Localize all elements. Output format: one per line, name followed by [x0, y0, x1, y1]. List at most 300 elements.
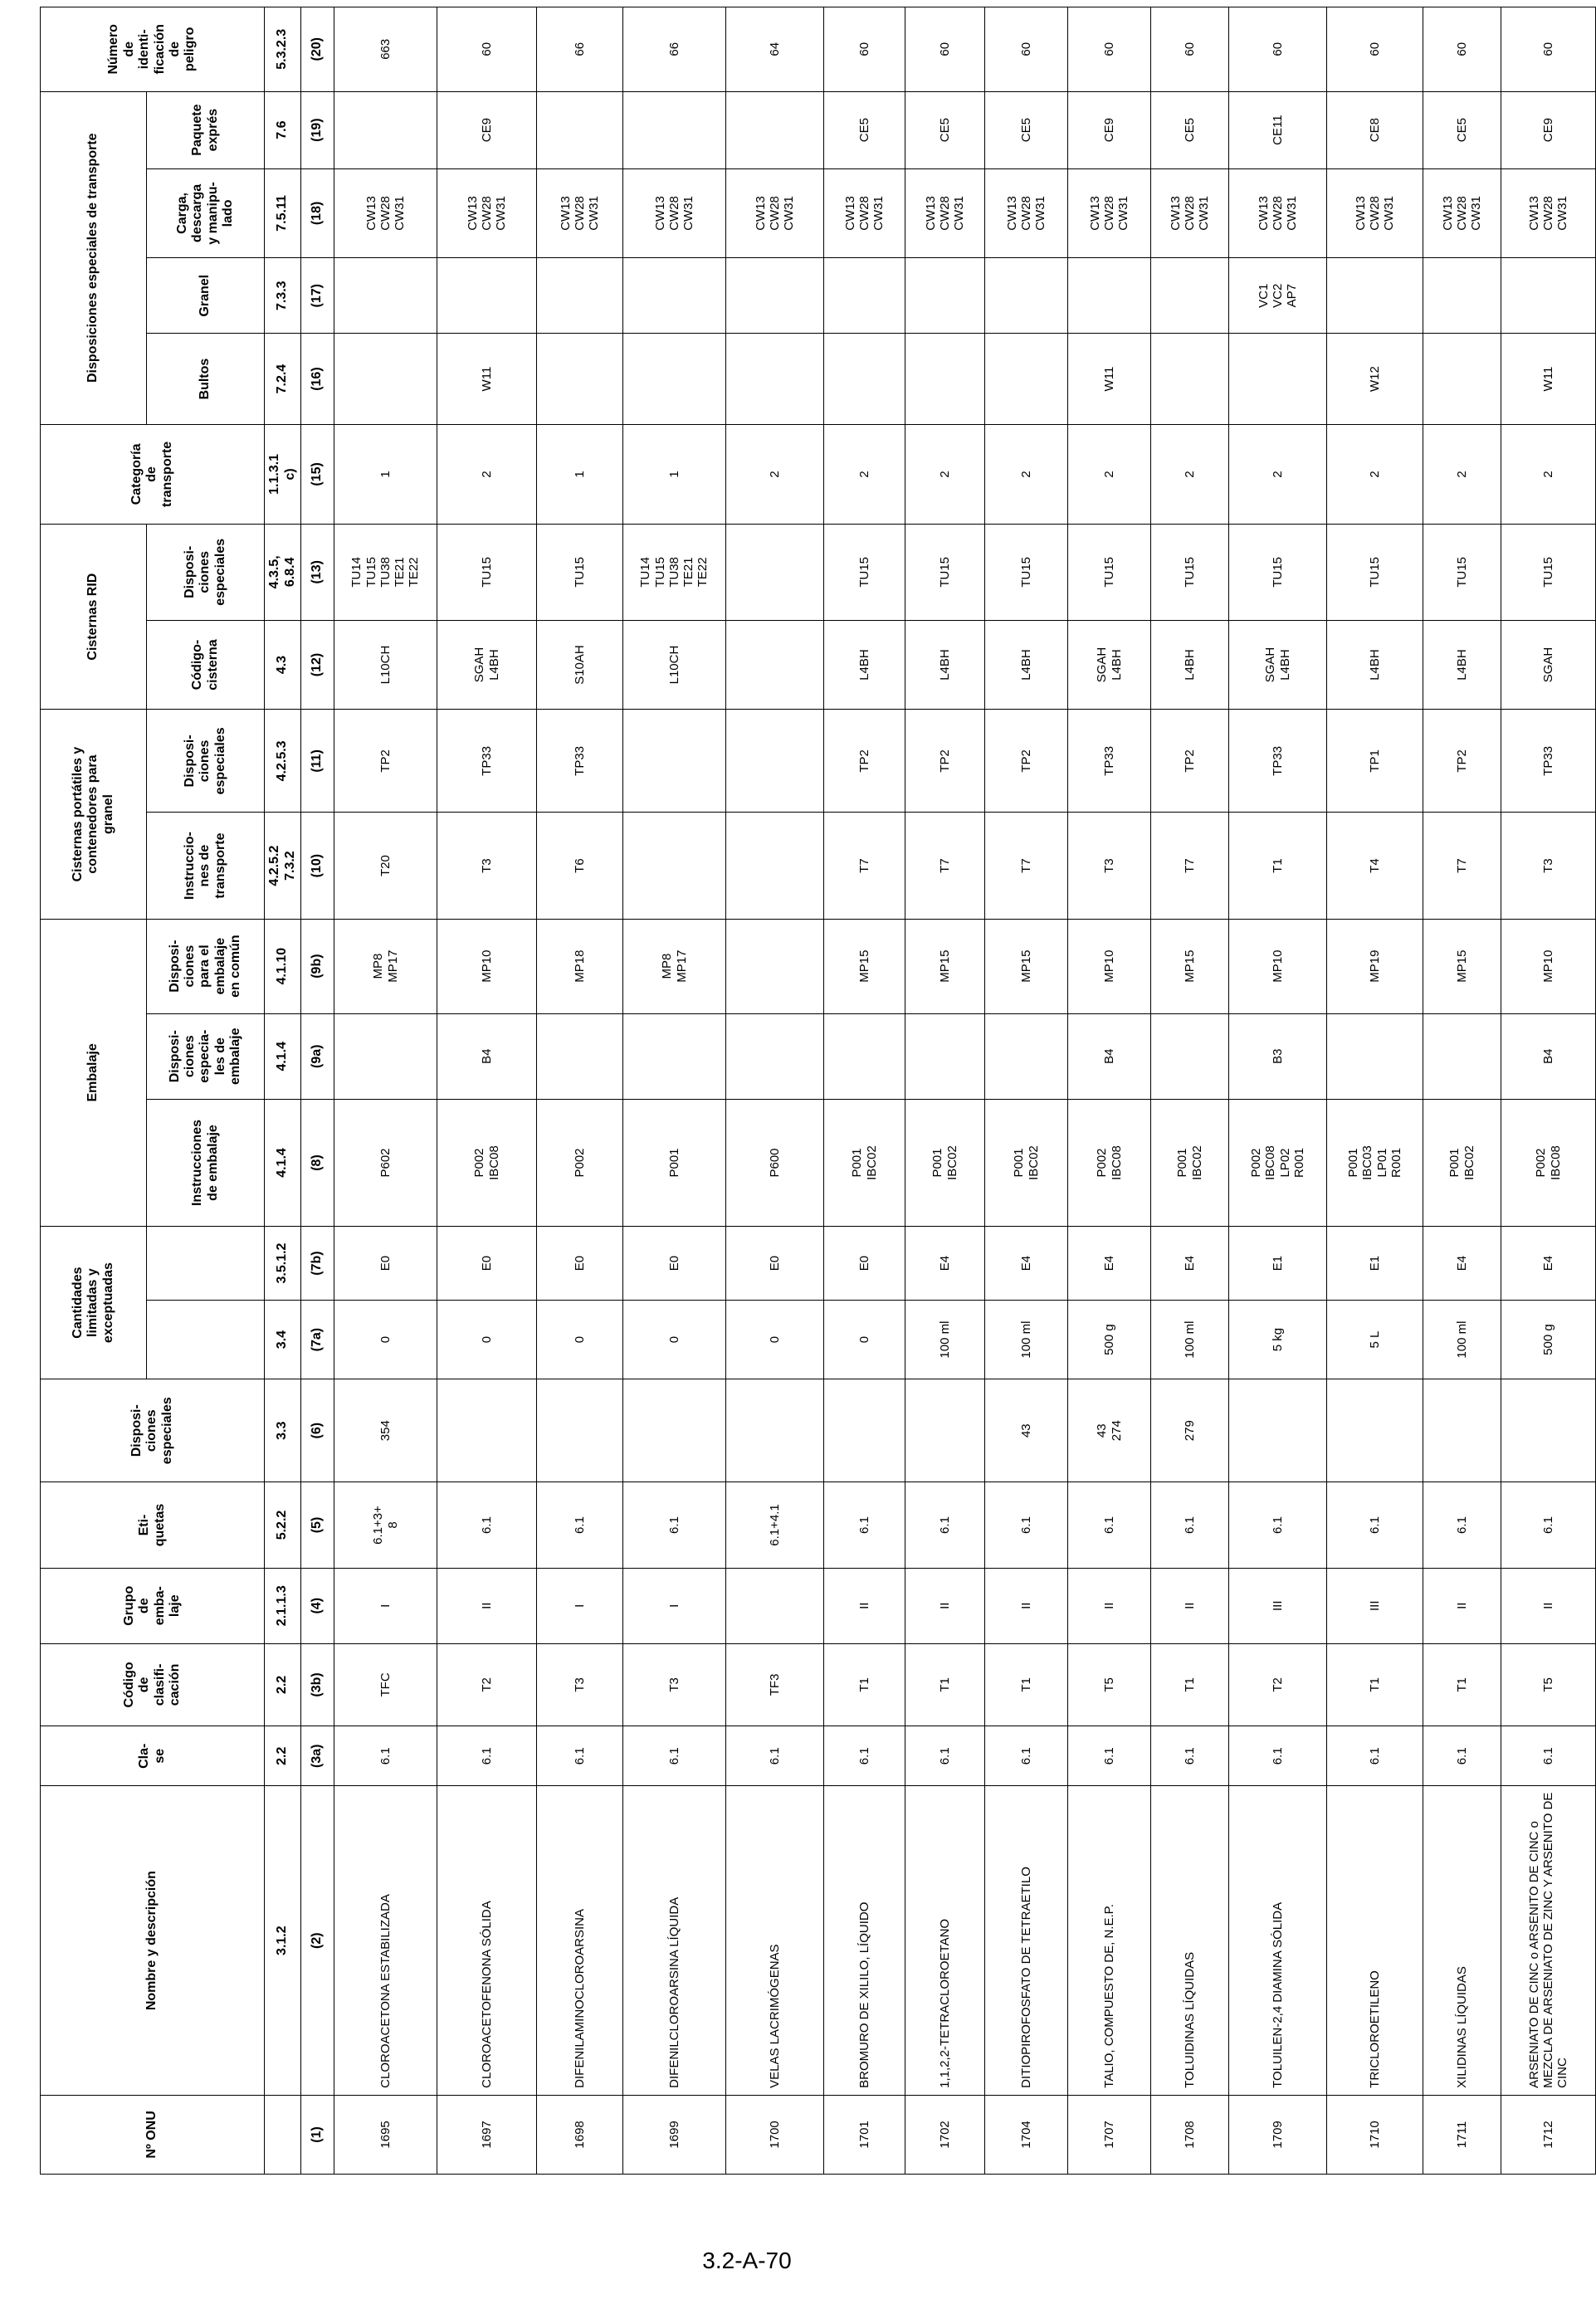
- table-cell: [1501, 1379, 1596, 1482]
- reference-cell: 3.3: [265, 1379, 301, 1482]
- header-transport-category: Categoría de transporte: [41, 424, 265, 524]
- table-cell: T1: [1229, 813, 1327, 919]
- table-cell: 0: [334, 1301, 437, 1379]
- table-cell: 2: [905, 424, 985, 524]
- table-cell: [334, 258, 437, 334]
- table-cell: T5: [1068, 1643, 1151, 1726]
- table-cell: VC1 VC2 AP7: [1229, 258, 1327, 334]
- table-cell: CE8: [1327, 91, 1423, 168]
- table-cell: MP18: [537, 919, 623, 1013]
- table-cell: 6.1: [1327, 1482, 1423, 1568]
- table-row: [1151, 7, 1229, 2175]
- table-cell: [824, 334, 905, 425]
- table-cell: CE5: [824, 91, 905, 168]
- reference-cell: 2.1.1.3: [265, 1568, 301, 1643]
- table-cell: [437, 258, 537, 334]
- table-cell: CW13 CW28 CW31: [1501, 168, 1596, 258]
- table-cell: 2: [1068, 424, 1151, 524]
- table-cell: 2: [1501, 424, 1596, 524]
- column-number-cell: (3a): [301, 1726, 334, 1786]
- column-number-cell: (5): [301, 1482, 334, 1568]
- column-number-cell: (7b): [301, 1227, 334, 1301]
- table-cell: B4: [437, 1013, 537, 1099]
- table-cell: [985, 334, 1068, 425]
- table-cell: 6.1: [1068, 1726, 1151, 1786]
- table-cell: 6.1: [1501, 1482, 1596, 1568]
- table-cell: [726, 258, 824, 334]
- table-cell: L4BH: [985, 620, 1068, 710]
- table-cell: [623, 334, 726, 425]
- table-cell: II: [1423, 1568, 1501, 1643]
- table-cell: 2: [1229, 424, 1327, 524]
- table-cell: T7: [985, 813, 1068, 919]
- table-cell: P001 IBC02: [824, 1099, 905, 1226]
- table-cell: [623, 813, 726, 919]
- name-cell: 1,1,2,2-TETRACLOROETANO: [905, 1786, 985, 2095]
- table-cell: 2: [824, 424, 905, 524]
- table-cell: 1: [537, 424, 623, 524]
- header-lq-blank-b: [147, 1227, 265, 1301]
- table-cell: [985, 258, 1068, 334]
- reference-cell: 4.2.5.2 7.3.2: [265, 813, 301, 919]
- table-cell: [334, 91, 437, 168]
- table-cell: 6.1: [905, 1482, 985, 1568]
- table-cell: TU15: [985, 524, 1068, 620]
- table-cell: T1: [1327, 1643, 1423, 1726]
- column-number-cell: (16): [301, 334, 334, 425]
- table-cell: W12: [1327, 334, 1423, 425]
- header-hazard-number: Número de identi- ficación de peligro: [41, 7, 265, 92]
- header-express: Paquete exprés: [147, 91, 265, 168]
- column-number-row: [301, 7, 334, 2175]
- table-cell: 6.1: [623, 1482, 726, 1568]
- table-cell: CW13 CW28 CW31: [824, 168, 905, 258]
- table-cell: P602: [334, 1099, 437, 1226]
- table-cell: P002 IBC08 LP02 R001: [1229, 1099, 1327, 1226]
- table-cell: 2: [1423, 424, 1501, 524]
- table-cell: 6.1: [1501, 1726, 1596, 1786]
- table-cell: 5 kg: [1229, 1301, 1327, 1379]
- table-cell: TU15: [1423, 524, 1501, 620]
- table-cell: B4: [1501, 1013, 1596, 1099]
- un-number-cell: 1712: [1501, 2095, 1596, 2174]
- table-cell: P001: [623, 1099, 726, 1226]
- table-cell: SGAH L4BH: [1229, 620, 1327, 710]
- table-cell: MP10: [1229, 919, 1327, 1013]
- header-labels: Eti- quetas: [41, 1482, 265, 1568]
- table-cell: CW13 CW28 CW31: [623, 168, 726, 258]
- table-cell: I: [537, 1568, 623, 1643]
- table-cell: [726, 919, 824, 1013]
- table-cell: T3: [623, 1643, 726, 1726]
- table-cell: 0: [726, 1301, 824, 1379]
- table-cell: W11: [1501, 334, 1596, 425]
- header-name: Nombre y descripción: [41, 1786, 265, 2095]
- table-row: [1423, 7, 1501, 2175]
- dangerous-goods-table: [40, 7, 1596, 2175]
- table-cell: [1423, 1013, 1501, 1099]
- table-cell: [1229, 1379, 1327, 1482]
- table-cell: [537, 1013, 623, 1099]
- table-cell: E4: [905, 1227, 985, 1301]
- table-cell: [726, 91, 824, 168]
- table-cell: [726, 710, 824, 813]
- table-cell: [1327, 1013, 1423, 1099]
- table-cell: W11: [437, 334, 537, 425]
- table-cell: 6.1: [905, 1726, 985, 1786]
- table-cell: 60: [985, 7, 1068, 92]
- table-body: [334, 7, 1596, 2175]
- table-cell: [623, 91, 726, 168]
- page-number: 3.2-A-70: [702, 2248, 792, 2273]
- table-cell: B4: [1068, 1013, 1151, 1099]
- un-number-cell: 1707: [1068, 2095, 1151, 2174]
- table-cell: W11: [1068, 334, 1151, 425]
- reference-cell: 4.3.5, 6.8.4: [265, 524, 301, 620]
- un-number-cell: 1702: [905, 2095, 985, 2174]
- table-row: [985, 7, 1068, 2175]
- table-cell: II: [437, 1568, 537, 1643]
- un-number-cell: 1701: [824, 2095, 905, 2174]
- un-number-cell: 1697: [437, 2095, 537, 2174]
- table-cell: MP8 MP17: [334, 919, 437, 1013]
- table-cell: CE11: [1229, 91, 1327, 168]
- header-packing-group: Grupo de emba- laje: [41, 1568, 265, 1643]
- header-classification-code: Código de clasifi- cación: [41, 1643, 265, 1726]
- table-cell: CW13 CW28 CW31: [985, 168, 1068, 258]
- table-cell: 6.1: [824, 1726, 905, 1786]
- table-cell: TU15: [537, 524, 623, 620]
- table-cell: 0: [824, 1301, 905, 1379]
- table-cell: [985, 1013, 1068, 1099]
- table-row: [726, 7, 824, 2175]
- table-cell: 100 ml: [985, 1301, 1068, 1379]
- header-rid-tanks: Cisternas RID: [41, 524, 147, 709]
- table-cell: 6.1: [1423, 1726, 1501, 1786]
- table-cell: [1423, 258, 1501, 334]
- table-cell: L10CH: [623, 620, 726, 710]
- table-cell: T6: [537, 813, 623, 919]
- table-cell: P600: [726, 1099, 824, 1226]
- table-cell: II: [824, 1568, 905, 1643]
- table-cell: 6.1: [437, 1726, 537, 1786]
- table-cell: P001 IBC03 LP01 R001: [1327, 1099, 1423, 1226]
- table-cell: 60: [824, 7, 905, 92]
- table-cell: 2: [437, 424, 537, 524]
- table-row: [1229, 7, 1327, 2175]
- table-cell: TP1: [1327, 710, 1423, 813]
- table-cell: 6.1: [1423, 1482, 1501, 1568]
- table-row: [905, 7, 985, 2175]
- name-cell: TOLUIDINAS LÍQUIDAS: [1151, 1786, 1229, 2095]
- table-cell: 2: [1327, 424, 1423, 524]
- table-cell: [1068, 258, 1151, 334]
- table-cell: TP2: [1423, 710, 1501, 813]
- table-cell: I: [623, 1568, 726, 1643]
- table-cell: L4BH: [824, 620, 905, 710]
- name-cell: DIFENILAMINOCLOROARSINA: [537, 1786, 623, 2095]
- table-cell: T7: [824, 813, 905, 919]
- table-cell: 2: [726, 424, 824, 524]
- table-cell: [1423, 334, 1501, 425]
- table-cell: MP15: [1151, 919, 1229, 1013]
- table-cell: CW13 CW28 CW31: [437, 168, 537, 258]
- table-cell: 64: [726, 7, 824, 92]
- reference-cell: 3.4: [265, 1301, 301, 1379]
- table-cell: [1327, 258, 1423, 334]
- header-tank-special-provisions: Disposi- ciones especiales: [147, 710, 265, 813]
- header-rid-special-provisions: Disposi- ciones especiales: [147, 524, 265, 620]
- table-cell: 100 ml: [905, 1301, 985, 1379]
- un-number-cell: 1704: [985, 2095, 1068, 2174]
- table-cell: II: [905, 1568, 985, 1643]
- column-number-cell: (9a): [301, 1013, 334, 1099]
- table-cell: E0: [824, 1227, 905, 1301]
- reference-cell: 2.2: [265, 1726, 301, 1786]
- table-cell: 354: [334, 1379, 437, 1482]
- table-cell: T20: [334, 813, 437, 919]
- table-cell: [726, 334, 824, 425]
- name-cell: ARSENIATO DE CINC o ARSENITO DE CINC o MEZCLA DE ARSENIATO DE ZINC Y ARSENITO DE CINC: [1501, 1786, 1596, 2095]
- column-number-cell: (17): [301, 258, 334, 334]
- table-cell: [726, 620, 824, 710]
- table-cell: 2: [1151, 424, 1229, 524]
- name-cell: BROMURO DE XILILO, LÍQUIDO: [824, 1786, 905, 2095]
- name-cell: TRICLOROETILENO: [1327, 1786, 1423, 2095]
- table-cell: TP33: [1501, 710, 1596, 813]
- reference-cell: [265, 2095, 301, 2174]
- reference-cell: 4.1.4: [265, 1099, 301, 1226]
- table-cell: [537, 334, 623, 425]
- header-special-transport-provisions: Disposiciones especiales de transporte: [41, 91, 147, 424]
- column-number-cell: (2): [301, 1786, 334, 2095]
- table-cell: [726, 1013, 824, 1099]
- header-packaging: Embalaje: [41, 919, 147, 1226]
- table-cell: 6.1+4.1: [726, 1482, 824, 1568]
- table-cell: 66: [537, 7, 623, 92]
- table-cell: 0: [437, 1301, 537, 1379]
- table-cell: MP10: [1501, 919, 1596, 1013]
- table-cell: [623, 1379, 726, 1482]
- table-cell: TP2: [824, 710, 905, 813]
- name-cell: TALIO, COMPUESTO DE, N.E.P.: [1068, 1786, 1151, 2095]
- name-cell: XILIDINAS LÍQUIDAS: [1423, 1786, 1501, 2095]
- table-cell: 60: [1327, 7, 1423, 92]
- table-cell: CW13 CW28 CW31: [1068, 168, 1151, 258]
- table-cell: 100 ml: [1423, 1301, 1501, 1379]
- table-cell: [334, 334, 437, 425]
- header-un-number: Nº ONU: [41, 2095, 265, 2174]
- table-cell: 6.1: [537, 1726, 623, 1786]
- table-cell: MP15: [905, 919, 985, 1013]
- table-cell: [623, 258, 726, 334]
- table-cell: T7: [1151, 813, 1229, 919]
- table-cell: 500 g: [1068, 1301, 1151, 1379]
- table-cell: 6.1+3+ 8: [334, 1482, 437, 1568]
- table-cell: TP33: [537, 710, 623, 813]
- table-cell: 6.1: [985, 1482, 1068, 1568]
- table-cell: SGAH: [1501, 620, 1596, 710]
- table-cell: [334, 1013, 437, 1099]
- table-cell: [824, 1013, 905, 1099]
- un-number-cell: 1708: [1151, 2095, 1229, 2174]
- table-cell: E1: [1327, 1227, 1423, 1301]
- table-cell: [1151, 334, 1229, 425]
- header-packages: Bultos: [147, 334, 265, 425]
- table-cell: MP15: [1423, 919, 1501, 1013]
- table-cell: MP15: [824, 919, 905, 1013]
- table-cell: 2: [985, 424, 1068, 524]
- table-cell: S10AH: [537, 620, 623, 710]
- table-cell: 6.1: [537, 1482, 623, 1568]
- column-number-cell: (6): [301, 1379, 334, 1482]
- table-cell: T1: [985, 1643, 1068, 1726]
- header-loading: Carga, descarga y manipu- lado: [147, 168, 265, 258]
- table-cell: E4: [1423, 1227, 1501, 1301]
- table-cell: E4: [985, 1227, 1068, 1301]
- table-cell: 6.1: [437, 1482, 537, 1568]
- table-cell: TU15: [1229, 524, 1327, 620]
- column-number-cell: (10): [301, 813, 334, 919]
- table-cell: TU15: [1151, 524, 1229, 620]
- table-row: [1501, 7, 1596, 2175]
- table-cell: TU14 TU15 TU38 TE21 TE22: [623, 524, 726, 620]
- table-cell: 6.1: [1229, 1482, 1327, 1568]
- table-cell: [726, 1379, 824, 1482]
- table-row: [824, 7, 905, 2175]
- table-cell: T1: [1151, 1643, 1229, 1726]
- name-cell: DITIOPIROFOSFATO DE TETRAETILO: [985, 1786, 1068, 2095]
- table-cell: E0: [437, 1227, 537, 1301]
- table-cell: L4BH: [1327, 620, 1423, 710]
- table-cell: T3: [437, 813, 537, 919]
- table-cell: 6.1: [1151, 1726, 1229, 1786]
- table-cell: MP8 MP17: [623, 919, 726, 1013]
- un-number-cell: 1710: [1327, 2095, 1423, 2174]
- table-cell: 279: [1151, 1379, 1229, 1482]
- table-cell: III: [1327, 1568, 1423, 1643]
- column-number-cell: (19): [301, 91, 334, 168]
- table-cell: 1: [623, 424, 726, 524]
- reference-cell: 2.2: [265, 1643, 301, 1726]
- table-cell: T1: [1423, 1643, 1501, 1726]
- table-cell: TU15: [1327, 524, 1423, 620]
- table-cell: SGAH L4BH: [1068, 620, 1151, 710]
- header-tank-code: Código- cisterna: [147, 620, 265, 710]
- table-cell: 6.1: [824, 1482, 905, 1568]
- table-cell: CW13 CW28 CW31: [537, 168, 623, 258]
- column-number-cell: (8): [301, 1099, 334, 1226]
- table-cell: L4BH: [1151, 620, 1229, 710]
- column-number-cell: (13): [301, 524, 334, 620]
- table-cell: [824, 258, 905, 334]
- reference-cell: 4.3: [265, 620, 301, 710]
- table-cell: 60: [1501, 7, 1596, 92]
- un-number-cell: 1709: [1229, 2095, 1327, 2174]
- reference-cell: 7.5.11: [265, 168, 301, 258]
- table-cell: [726, 813, 824, 919]
- table-cell: [726, 524, 824, 620]
- table-cell: II: [985, 1568, 1068, 1643]
- table-cell: TU15: [437, 524, 537, 620]
- table-cell: CW13 CW28 CW31: [334, 168, 437, 258]
- table-cell: P001 IBC02: [985, 1099, 1068, 1226]
- reference-cell: 7.2.4: [265, 334, 301, 425]
- table-cell: B3: [1229, 1013, 1327, 1099]
- table-cell: I: [334, 1568, 437, 1643]
- table-cell: [905, 258, 985, 334]
- table-cell: T7: [1423, 813, 1501, 919]
- table-row: [1068, 7, 1151, 2175]
- table-cell: CW13 CW28 CW31: [1423, 168, 1501, 258]
- name-cell: CLOROACETONA ESTABILIZADA: [334, 1786, 437, 2095]
- header-row-top: [41, 7, 147, 2175]
- table-cell: [1327, 1379, 1423, 1482]
- table-cell: [623, 1013, 726, 1099]
- table-cell: TP33: [1229, 710, 1327, 813]
- table-cell: L4BH: [905, 620, 985, 710]
- table-cell: T5: [1501, 1643, 1596, 1726]
- name-cell: CLOROACETOFENONA SÓLIDA: [437, 1786, 537, 2095]
- table-cell: TP33: [437, 710, 537, 813]
- table-cell: [537, 91, 623, 168]
- table-cell: TU15: [905, 524, 985, 620]
- reference-cell: 7.3.3: [265, 258, 301, 334]
- table-cell: 0: [623, 1301, 726, 1379]
- header-lq-blank-a: [147, 1301, 265, 1379]
- table-cell: E0: [623, 1227, 726, 1301]
- table-cell: TP33: [1068, 710, 1151, 813]
- name-cell: TOLUILEN-2,4 DIAMINA SÓLIDA: [1229, 1786, 1327, 2095]
- reference-cell: 1.1.3.1 c): [265, 424, 301, 524]
- table-cell: TP2: [985, 710, 1068, 813]
- header-portable-tanks: Cisternas portátiles y contenedores para granel: [41, 710, 147, 919]
- column-number-cell: (9b): [301, 919, 334, 1013]
- table-cell: P001 IBC02: [1151, 1099, 1229, 1226]
- table-cell: P001 IBC02: [1423, 1099, 1501, 1226]
- table-cell: 6.1: [985, 1726, 1068, 1786]
- table-cell: II: [1068, 1568, 1151, 1643]
- table-cell: 60: [1068, 7, 1151, 92]
- table-cell: TP2: [1151, 710, 1229, 813]
- table-cell: 663: [334, 7, 437, 92]
- table-row: [334, 7, 437, 2175]
- reference-cell: 5.2.2: [265, 1482, 301, 1568]
- table-cell: [537, 258, 623, 334]
- reference-row: [265, 7, 301, 2175]
- table-cell: 43: [985, 1379, 1068, 1482]
- table-cell: [726, 1568, 824, 1643]
- table-cell: [1423, 1379, 1501, 1482]
- table-cell: MP10: [1068, 919, 1151, 1013]
- header-special-provisions: Disposi- ciones especiales: [41, 1379, 265, 1482]
- table-row: [1327, 7, 1423, 2175]
- table-cell: [623, 710, 726, 813]
- table-cell: 500 g: [1501, 1301, 1596, 1379]
- table-cell: [1151, 1013, 1229, 1099]
- reference-cell: 4.1.4: [265, 1013, 301, 1099]
- table-cell: MP19: [1327, 919, 1423, 1013]
- column-number-cell: (11): [301, 710, 334, 813]
- header-tank-instructions: Instruccio- nes de transporte: [147, 813, 265, 919]
- header-packing-instructions: Instrucciones de embalaje: [147, 1099, 265, 1226]
- table-cell: T1: [905, 1643, 985, 1726]
- reference-cell: 3.5.1.2: [265, 1227, 301, 1301]
- table-cell: [905, 1013, 985, 1099]
- column-number-cell: (20): [301, 7, 334, 92]
- header-mixed-packing: Disposi- ciones para el embalaje en común: [147, 919, 265, 1013]
- table-cell: CW13 CW28 CW31: [1151, 168, 1229, 258]
